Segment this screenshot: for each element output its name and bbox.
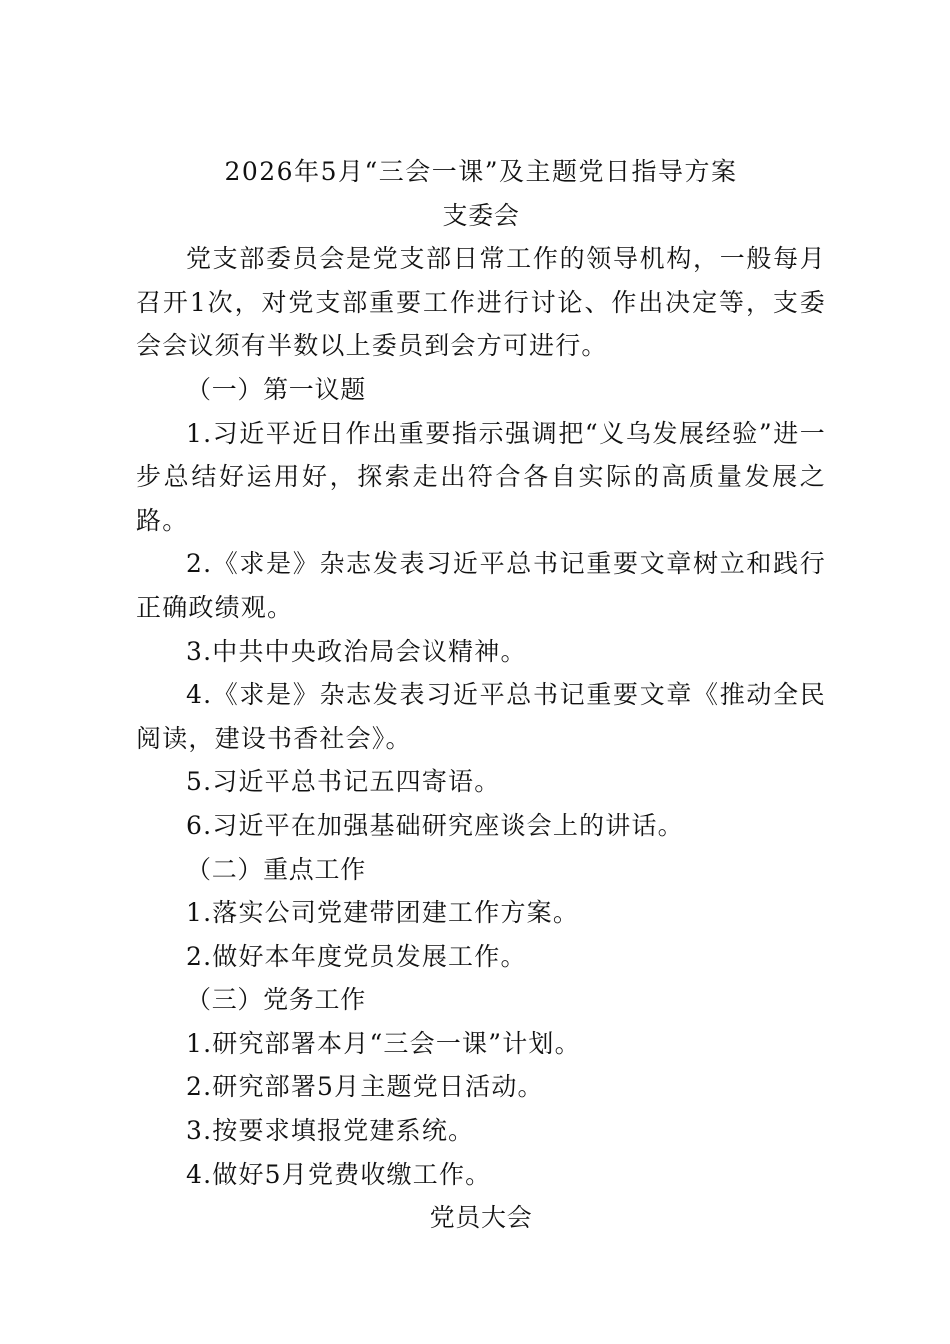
part-3-item: 2.研究部署5月主题党日活动。 [186,1072,544,1102]
document-title: 2026年5月“三会一课”及主题党日指导方案 [224,157,738,186]
section-heading-branch-committee: 支委会 [442,200,520,230]
part-1-item: 4.《求是》杂志发表习近平总书记重要文章《推动全民阅读，建设书香社会》。 [136,680,826,753]
part-2-heading: （二）重点工作 [186,854,366,884]
intro-paragraph: 党支部委员会是党支部日常工作的领导机构，一般每月召开1次，对党支部重要工作进行讨论、作出决定等，支委会会议须有半数以上委员到会方可进行。 [136,244,826,361]
part-1-item: 3.中共中央政治局会议精神。 [186,636,527,666]
part-3-item: 4.做好5月党费收缴工作。 [186,1159,492,1189]
part-1-item: 1.习近平近日作出重要指示强调把“义乌发展经验”进一步总结好运用好，探索走出符合各自实际的高质量发展之路。 [136,418,826,535]
part-3-item: 3.按要求填报党建系统。 [186,1116,475,1146]
part-2-item: 2.做好本年度党员发展工作。 [186,941,527,971]
part-1-item: 6.习近平在加强基础研究座谈会上的讲话。 [186,810,684,840]
section-heading-party-members-meeting: 党员大会 [429,1203,533,1233]
part-3-heading: （三）党务工作 [186,985,366,1015]
part-1-heading: （一）第一议题 [186,374,366,404]
document-body [136,150,826,1240]
part-2-item: 1.落实公司党建带团建工作方案。 [186,898,580,928]
part-3-item: 1.研究部署本月“三会一课”计划。 [186,1028,581,1058]
part-1-item: 2.《求是》杂志发表习近平总书记重要文章树立和践行正确政绩观。 [136,549,826,622]
part-1-item: 5.习近平总书记五四寄语。 [186,767,501,797]
